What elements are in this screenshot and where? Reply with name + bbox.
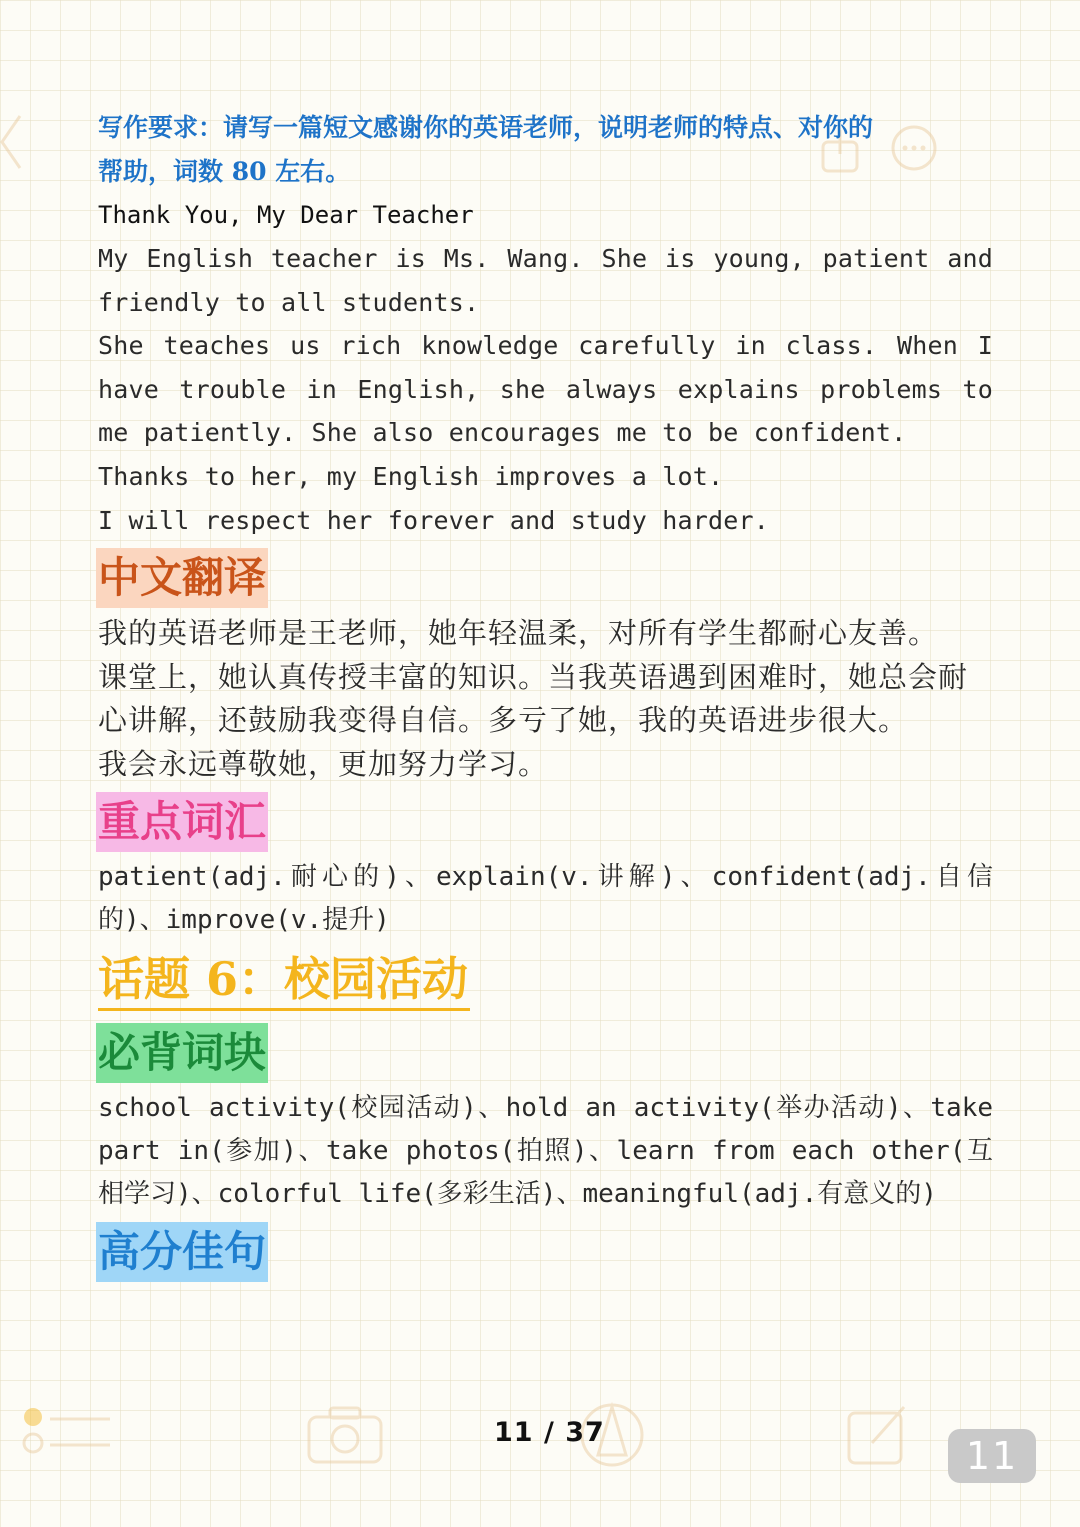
writing-prompt — [98, 106, 993, 194]
translation-paragraph-2: 课堂上，她认真传授丰富的知识。当我英语遇到困难时，她总会耐心讲解，还鼓励我变得自信。多亏了她，我的英语进步很大。 — [98, 659, 969, 738]
page-current: 11 — [494, 1417, 534, 1448]
essay-title: Thank You, My Dear Teacher — [98, 201, 474, 229]
sentences-heading: 高分佳句 — [96, 1222, 268, 1282]
vocab-heading: 重点词汇 — [96, 792, 268, 852]
page-badge[interactable]: 11 — [948, 1429, 1036, 1483]
vocab-list: patient(adj.耐心的)、explain(v.讲解)、confident(adj.自信的)、improve(v.提升) — [98, 862, 993, 936]
edit-icon[interactable] — [846, 1403, 910, 1467]
document-body — [98, 106, 993, 1286]
writing-prompt-line1: 写作要求：请写一篇短文感谢你的英语老师，说明老师的特点、对你的 — [98, 113, 874, 142]
camera-icon[interactable] — [306, 1405, 384, 1465]
writing-prompt-line2: 帮助，词数 80 左右。 — [98, 157, 351, 186]
list-icon[interactable] — [20, 1405, 112, 1455]
essay-paragraph-1: My English teacher is Ms. Wang. She is young, patient and friendly to all students. — [98, 244, 993, 317]
translation-paragraph-3: 我会永远尊敬她，更加努力学习。 — [98, 746, 549, 781]
essay-paragraph-2: She teaches us rich knowledge carefully in class. When I have trouble in English, she always explains problems to me patiently. She also encourages me to be confident. — [98, 331, 993, 448]
essay-paragraph-4: I will respect her forever and study harder. — [98, 505, 770, 535]
topic-title: 话题 6：校园活动 — [98, 950, 470, 1011]
chunks-list: school activity(校园活动)、hold an activity(举办活动)、take part in(参加)、take photos(拍照)、learn from each other(互相学习)、colorful life(多彩生活)、meaningful(adj.有意义的) — [98, 1093, 993, 1210]
back-chevron-icon[interactable] — [0, 112, 24, 172]
translation-paragraph-1: 我的英语老师是王老师，她年轻温柔，对所有学生都耐心友善。 — [98, 616, 939, 651]
page-indicator — [494, 1417, 605, 1448]
page-total: 37 — [565, 1417, 605, 1448]
translation-heading: 中文翻译 — [96, 548, 268, 608]
chunks-heading: 必背词块 — [96, 1023, 268, 1083]
essay-paragraph-3: Thanks to her, my English improves a lot. — [98, 461, 724, 491]
page-separator: / — [543, 1417, 555, 1448]
